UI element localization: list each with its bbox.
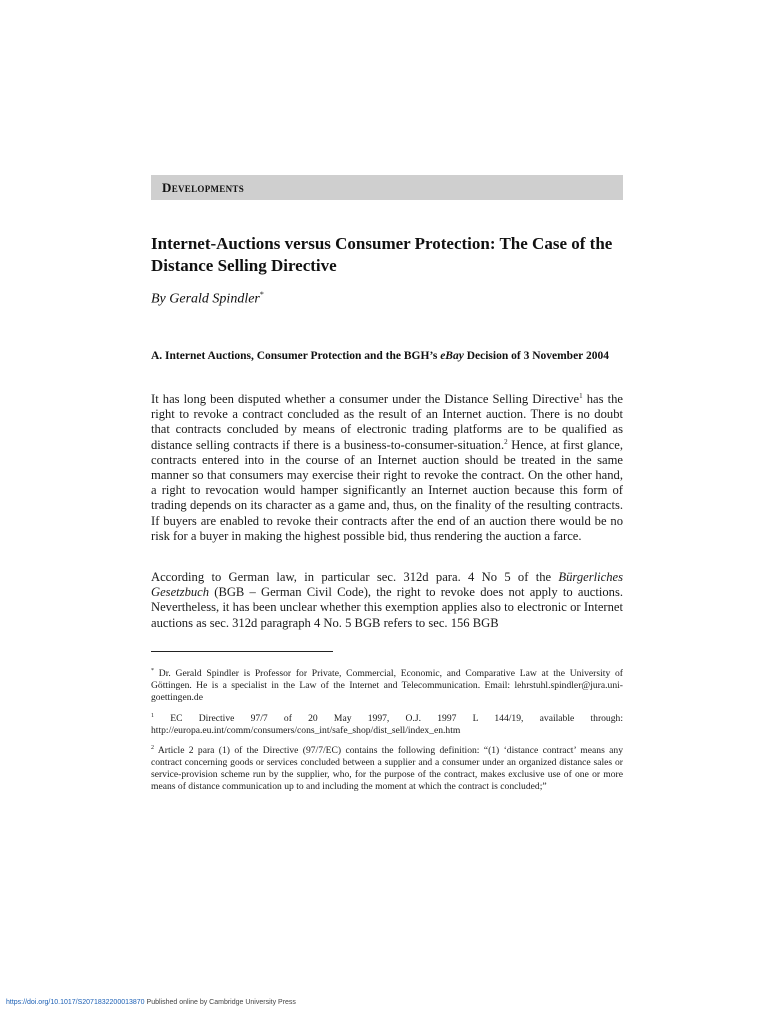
author-note-mark[interactable]: * xyxy=(259,290,264,299)
footnote-ref-1[interactable]: 1 xyxy=(579,391,583,400)
body-paragraph-1 xyxy=(151,392,623,544)
footnote-text: Article 2 para (1) of the Directive (97/7/EC) contains the following definition: “(1) ‘distance contract’ means any contract concerning goods or services concluded between a supplier and a consumer under an organized distance sales or service-provision scheme run by the supplier, who, for the purpose of the contract, makes exclusive use of one or more means of distance communication up to and including the moment at which the contract is concluded;” xyxy=(151,745,623,792)
page-footer xyxy=(6,999,296,1006)
footnote-text: EC Directive 97/7 of 20 May 1997, O.J. 1997 L 144/19, available through: http://europa.eu.int/comm/consumers/cons_int/safe_shop/dist_sell/index_en.htm xyxy=(151,713,623,736)
article-title: Internet-Auctions versus Consumer Protection: The Case of the Distance Selling Directive xyxy=(151,234,613,275)
footnote-text: Dr. Gerald Spindler is Professor for Private, Commercial, Economic, and Comparative Law at the University of Göttingen. He is a specialist in the Law of the Internet and Telecommunication. Email: lehrstuhl.spindler@jura.uni-goettingen.de xyxy=(151,668,623,703)
heading-suffix: Decision of 3 November 2004 xyxy=(463,350,609,362)
heading-prefix: A. Internet Auctions, Consumer Protection and the BGH’s xyxy=(151,350,441,362)
paragraph-2-emph: Bürgerliches Gesetzbuch xyxy=(151,570,623,600)
published-notice: Published online by Cambridge University Press xyxy=(144,999,296,1006)
author-name: By Gerald Spindler xyxy=(151,291,260,307)
footnote-2 xyxy=(151,745,623,793)
footnote-mark: 2 xyxy=(151,744,154,751)
paragraph-2-part-2: (BGB – German Civil Code), the right to revoke does not apply to auctions. Nevertheless, it has been unclear whether this exemption applies also to electronic or Internet auctions as sec. 312d paragraph 4 No. 5 BGB refers to sec. 156 BGB xyxy=(151,585,623,630)
paragraph-1-part-3: Hence, at first glance, contracts entered into in the course of an Internet auction should be treated in the same manner so that consumers may exercise their right to revoke the contract. On the other hand, a right to revocation would hamper significantly an Internet auction because this form of trading depends on its character as a game and, thus, on the finality of the resulting contracts. If buyers are enabled to revoke their contracts after the end of an auction there would be no risk for a buyer in making the highest possible bid, thus rendering the auction a farce. xyxy=(151,437,623,543)
doi-link[interactable]: https://doi.org/10.1017/S2071832200013870 xyxy=(6,999,145,1006)
footnote-author xyxy=(151,668,623,704)
section-heading xyxy=(151,349,623,364)
body-paragraph-2 xyxy=(151,570,623,631)
footnote-1 xyxy=(151,713,623,737)
section-label: Developments xyxy=(162,180,244,195)
footnote-mark: 1 xyxy=(151,712,154,719)
heading-emph: eBay xyxy=(440,350,464,362)
section-banner xyxy=(151,175,623,200)
paragraph-2-part-1: According to German law, in particular sec. 312d para. 4 No 5 of the xyxy=(151,570,559,584)
footnote-mark: * xyxy=(151,667,154,674)
author-byline xyxy=(151,290,264,308)
footnote-divider xyxy=(151,651,333,652)
footnote-ref-2[interactable]: 2 xyxy=(504,437,508,446)
paragraph-1-part-1: It has long been disputed whether a consumer under the Distance Selling Directive xyxy=(151,392,580,406)
paragraph-1-part-2: has the right to revoke a contract concluded as the result of an Internet auction. There is no doubt that contracts concluded by means of electronic trading platforms are to be qualified as distance selling contracts if there is a business-to-consumer-situation. xyxy=(151,392,623,452)
